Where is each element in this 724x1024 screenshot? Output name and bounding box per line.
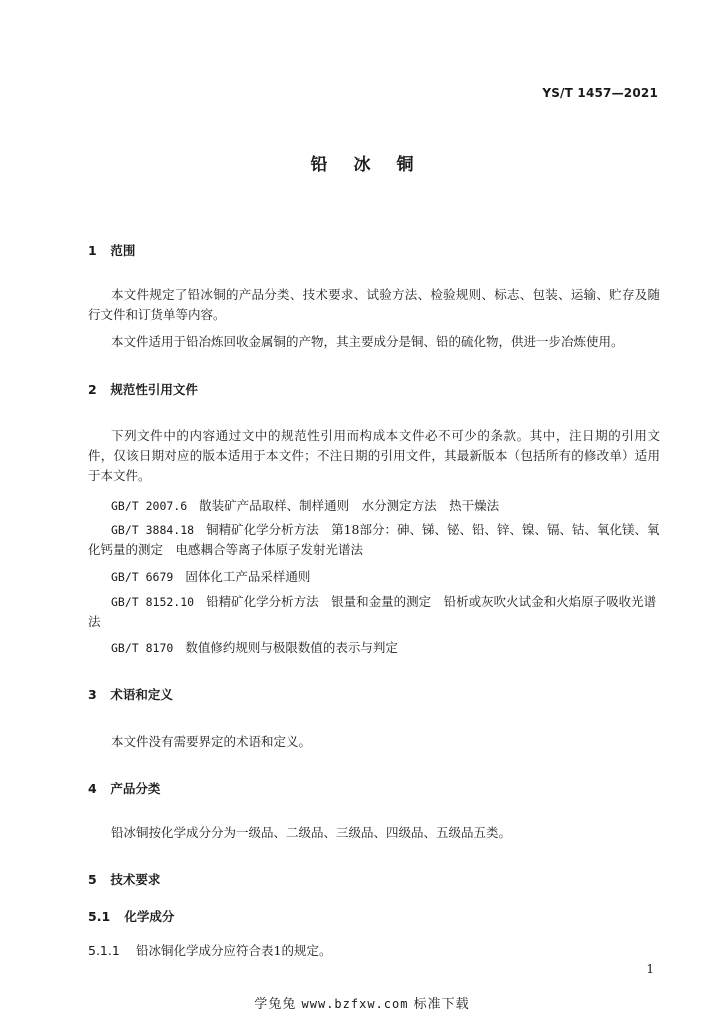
- section-3-paragraph: 本文件没有需要界定的术语和定义。: [111, 734, 312, 749]
- section-number: 5: [88, 872, 97, 887]
- reference-code: GB/T 3884.18: [111, 523, 195, 537]
- reference-title: 铜精矿化学分析方法 第18部分：砷、锑、铋、铅、锌、镍、镉、钴、氧化镁、氧化钙量的测定 电感耦合等离子体原子发射光谱法: [88, 522, 660, 557]
- section-title: 范围: [110, 243, 136, 258]
- section-4-heading: [88, 779, 160, 797]
- reference-item: [88, 496, 660, 516]
- section-title: 技术要求: [110, 872, 161, 887]
- section-number: 2: [88, 382, 97, 397]
- section-3-heading: [88, 685, 173, 703]
- section-title: 规范性引用文件: [110, 382, 198, 397]
- reference-code: GB/T 8170: [111, 641, 174, 655]
- standard-code: YS/T 1457—2021: [542, 86, 658, 100]
- footer-watermark: [0, 993, 724, 1012]
- section-1-paragraph-2: 本文件适用于铅冶炼回收金属铜的产物，其主要成分是铜、铅的硫化物，供进一步冶炼使用。: [111, 334, 624, 349]
- reference-title: 固体化工产品采样通则: [185, 569, 311, 584]
- reference-title: 铅精矿化学分析方法 银量和金量的测定 铅析或灰吹火试金和火焰原子吸收光谱法: [88, 594, 657, 629]
- reference-item: [88, 520, 660, 560]
- clause-number: 5.1.1: [88, 943, 120, 958]
- section-title: 产品分类: [110, 781, 161, 796]
- section-2-heading: [88, 380, 198, 398]
- reference-title: 散装矿产品取样、制样通则 水分测定方法 热干燥法: [199, 498, 500, 513]
- subsection-5-1-heading: [88, 907, 174, 925]
- footer-site-name: 学兔兔: [254, 997, 297, 1012]
- subsection-title: 化学成分: [124, 909, 175, 924]
- section-5-heading: [88, 870, 160, 888]
- section-number: 1: [88, 243, 97, 258]
- section-1-heading: [88, 241, 135, 259]
- reference-item: [88, 592, 660, 632]
- section-title: 术语和定义: [110, 687, 173, 702]
- section-1-paragraph-1: 本文件规定了铅冰铜的产品分类、技术要求、试验方法、检验规则、标志、包装、运输、贮存及随行文件和订货单等内容。: [88, 287, 660, 322]
- subsection-number: 5.1: [88, 909, 111, 924]
- reference-code: GB/T 6679: [111, 570, 174, 584]
- section-number: 4: [88, 781, 97, 796]
- footer-url[interactable]: www.bzfxw.com: [301, 997, 409, 1011]
- section-2-intro: 下列文件中的内容通过文中的规范性引用而构成本文件必不可少的条款。其中，注日期的引用文件，仅该日期对应的版本适用于本文件；不注日期的引用文件，其最新版本（包括所有的修改单）适用于本文件。: [88, 428, 660, 483]
- footer-tagline: 标准下载: [413, 997, 470, 1012]
- reference-item: [88, 567, 660, 587]
- section-4-paragraph: 铅冰铜按化学成分分为一级品、二级品、三级品、四级品、五级品五类。: [111, 825, 512, 840]
- clause-5-1-1: [88, 941, 331, 959]
- page-number: 1: [646, 962, 654, 976]
- reference-code: GB/T 2007.6: [111, 499, 188, 513]
- clause-text: 铅冰铜化学成分应符合表1的规定。: [135, 943, 332, 958]
- section-number: 3: [88, 687, 97, 702]
- document-title: 铅冰铜: [310, 155, 440, 175]
- reference-item: [88, 638, 660, 658]
- reference-code: GB/T 8152.10: [111, 595, 195, 609]
- reference-title: 数值修约规则与极限数值的表示与判定: [185, 640, 398, 655]
